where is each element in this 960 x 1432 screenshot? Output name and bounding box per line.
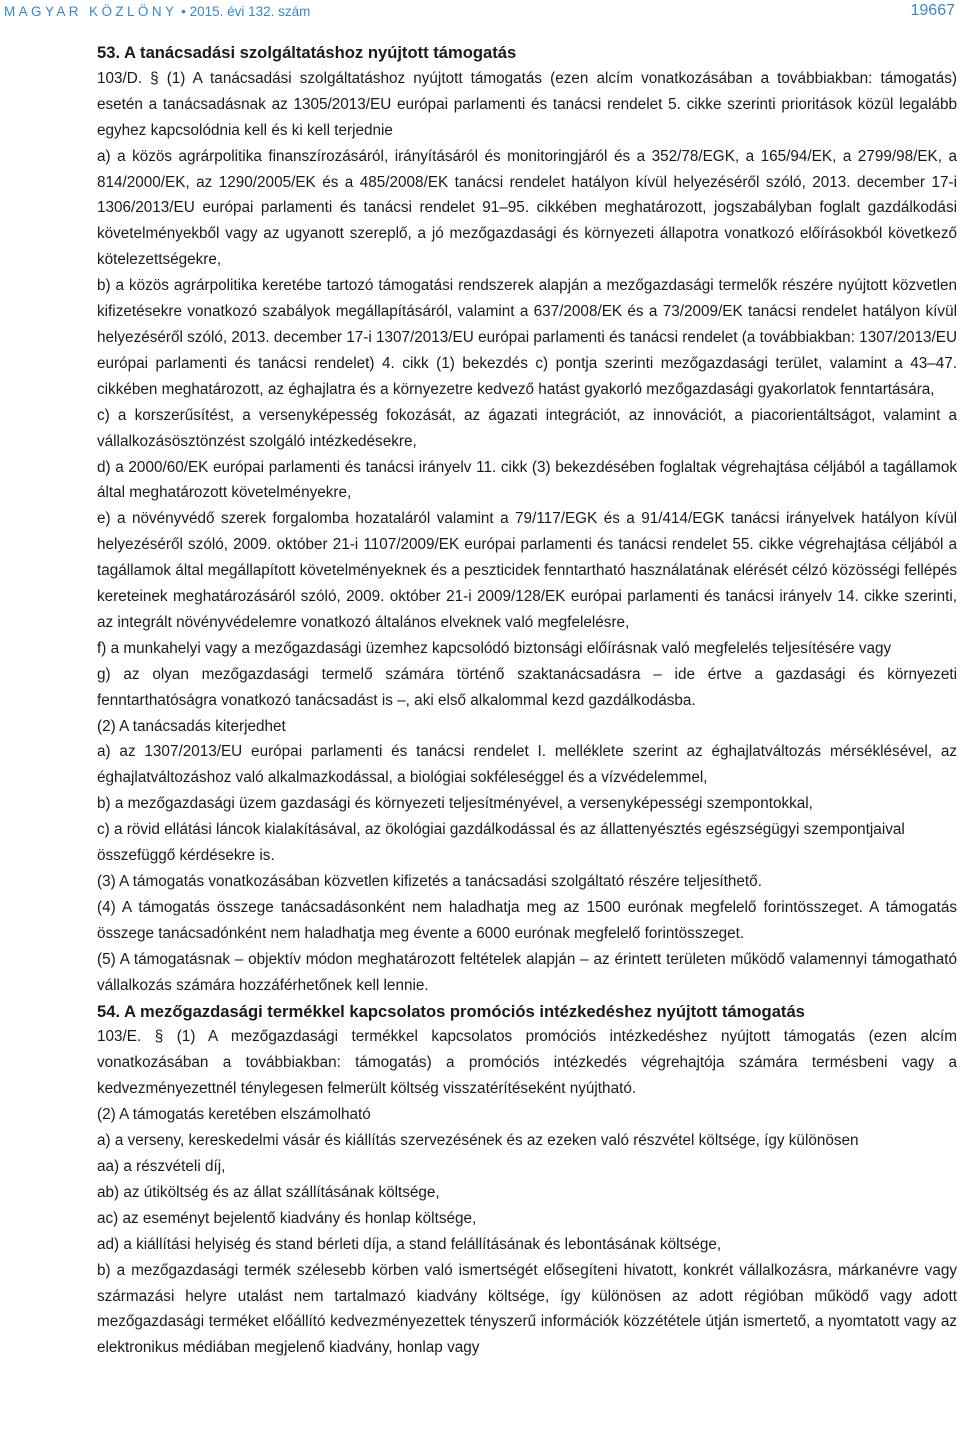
paragraph: ac) az eseményt bejelentő kiadvány és honlap költsége, [97,1209,477,1227]
paragraph: f) a munkahelyi vagy a mezőgazdasági üzemhez kapcsolódó biztonsági előírásnak való megfelelés teljesítésére vagy [97,639,892,657]
page-header [0,0,960,26]
paragraph: (3) A támogatás vonatkozásában közvetlen kifizetés a tanácsadási szolgáltató részére teljesíthető. [97,873,762,890]
paragraph: b) a mezőgazdasági üzem gazdasági és környezeti teljesítményével, a versenyképességi szempontokkal, [97,795,813,813]
paragraph: (5) A támogatásnak – objektív módon meghatározott feltételek alapján – az érintett területen működő valamennyi támogatható vállalkozás számára hozzáférhetőnek kell lennie. [97,950,957,994]
paragraph: b) a közös agrárpolitika keretébe tartozó támogatási rendszerek alapján a mezőgazdasági termelők részére nyújtott közvetlen kifizetésekre vonatkozó szabályok megállapításáról, valamint a 637/2008/EK és a 73/2009/EK tanácsi rendelet hatályon kívül helyezéséről szóló, 2013. december 17-i 1307/2013/EU európai parlamenti és tanácsi rendelet (a továbbiakban: 1307/2013/EU európai parlamenti és tanácsi rendelet) 4. cikk (1) bekezdés c) pontja szerinti mezőgazdasági terület, valamint a 43–47. cikkében meghatározott, az éghajlatra és a környezetre kedvező hatást gyakorló mezőgazdasági gyakorlatok fenntartására, [97,277,957,398]
paragraph: a) az 1307/2013/EU európai parlamenti és tanácsi rendelet I. melléklete szerint az éghajlatváltozás mérséklésével, az éghajlatváltozáshoz való alkalmazkodással, a biológiai sokféleséggel és a vízvédelemmel, [97,743,957,787]
section-title: 53. A tanácsadási szolgáltatáshoz nyújtott támogatás [97,43,517,62]
document-body [97,40,957,1361]
issue-info: • 2015. évi 132. szám [177,4,311,19]
paragraph: (2) A támogatás keretében elszámolható [97,1106,371,1124]
section-54 [97,999,957,1362]
paragraph: b) a mezőgazdasági termék szélesebb körben való ismertségét elősegíteni hivatott, konkrét vállalkozásra, márkanévre vagy származási helyre utalást nem tartalmazó kiadvány költsége, így különösen az adott régióban működő vagy adott mezőgazdasági terméket előállító kedvezményezettek tényszerű információk közzététele útján ismertető, a nyomtatott vagy az elektronikus médiában megjelenő kiadvány, honlap vagy [97,1261,957,1357]
paragraph: ab) az útiköltség és az állat szállításának költsége, [97,1183,440,1201]
paragraph: 103/D. § (1) A tanácsadási szolgáltatáshoz nyújtott támogatás (ezen alcím vonatkozásában a továbbiakban: támogatás) esetén a tanácsadásnak az 1305/2013/EU európai parlamenti és tanácsi rendelet 5. cikke szerinti prioritások közül legalább egyhez kapcsolódnia kell és ki kell terjednie [97,69,957,139]
paragraph: aa) a részvételi díj, [97,1157,226,1175]
paragraph: összefüggő kérdésekre is. [97,847,275,865]
paragraph: c) a korszerűsítést, a versenyképesség fokozását, az ágazati integrációt, az innovációt, a piacorientáltságot, valamint a vállalkozásösztönzést szolgáló intézkedésekre, [97,406,957,450]
paragraph: g) az olyan mezőgazdasági termelő számára történő szaktanácsadásra – ide értve a gazdasági és környezeti fenntarthatóságra vonatkozó tanácsadást is –, aki első alkalommal kezd gazdálkodásba. [97,665,957,709]
section-title: 54. A mezőgazdasági termékkel kapcsolatos promóciós intézkedéshez nyújtott támogatás [97,1001,805,1021]
journal-name: MAGYAR KÖZLÖNY [4,4,178,19]
paragraph: a) a közös agrárpolitika finanszírozásáról, irányításáról és monitoringjáról és a 352/78/EGK, a 165/94/EK, a 2799/98/EK, a 814/2000/EK, az 1290/2005/EK és a 485/2008/EK tanácsi rendelet hatályon kívül helyezéséről szóló, 2013. december 17-i 1306/2013/EU európai parlamenti és tanácsi rendelet 91–95. cikkében meghatározott, jogszabályban foglalt gazdálkodási követelményekből vagy az ugyanott szereplő, a jó mezőgazdasági és környezeti állapotra vonatkozó előírásokból következő kötelezettségekre, [97,147,957,269]
paragraph: a) a verseny, kereskedelmi vásár és kiállítás szervezésének és az ezeken való részvétel költsége, így különösen [97,1132,859,1150]
paragraph: e) a növényvédő szerek forgalomba hozataláról valamint a 79/117/EGK és a 91/414/EGK tanácsi irányelvek hatályon kívül helyezéséről szóló, 2009. október 21-i 1107/2009/EK európai parlamenti és tanácsi rendelet 55. cikke végrehajtása céljából a tagállamok által megállapított követelményeknek és a peszticidek fenntartható használatának elérését célzó közösségi fellépés kereteinek meghatározásáról szóló, 2009. október 21-i 2009/128/EK európai parlamenti és tanácsi irányelv 14. cikke szerinti, az integrált növényvédelemre vonatkozó általános elveknek való megfelelésre, [97,510,957,631]
paragraph: d) a 2000/60/EK európai parlamenti és tanácsi irányelv 11. cikk (3) bekezdésében foglaltak végrehajtása céljából a tagállamok által meghatározott követelményekre, [97,458,957,502]
page-number: 19667 [910,2,955,19]
paragraph: (2) A tanácsadás kiterjedhet [97,717,286,735]
paragraph: 103/E. § (1) A mezőgazdasági termékkel kapcsolatos promóciós intézkedéshez nyújtott támogatás (ezen alcím vonatkozásában a továbbiakban: támogatás) a promóciós intézkedés végrehajtója számára termésbeni vagy a kedvezményezettnél ténylegesen felmerült költség visszatérítéseként nyújtható. [97,1028,957,1098]
paragraph: ad) a kiállítási helyiség és stand bérleti díja, a stand felállításának és lebontásának költsége, [97,1235,722,1253]
section-53 [97,40,957,999]
paragraph: c) a rövid ellátási láncok kialakításával, az ökológiai gazdálkodással és az állattenyésztés egészségügyi szempontjaival [97,821,905,839]
paragraph: (4) A támogatás összege tanácsadásonként nem haladhatja meg az 1500 eurónak megfelelő forintösszeget. A támogatás összege tanácsadónként nem haladhatja meg évente a 6000 eurónak megfelelő forintösszeget. [97,898,957,942]
journal-title [4,4,310,19]
